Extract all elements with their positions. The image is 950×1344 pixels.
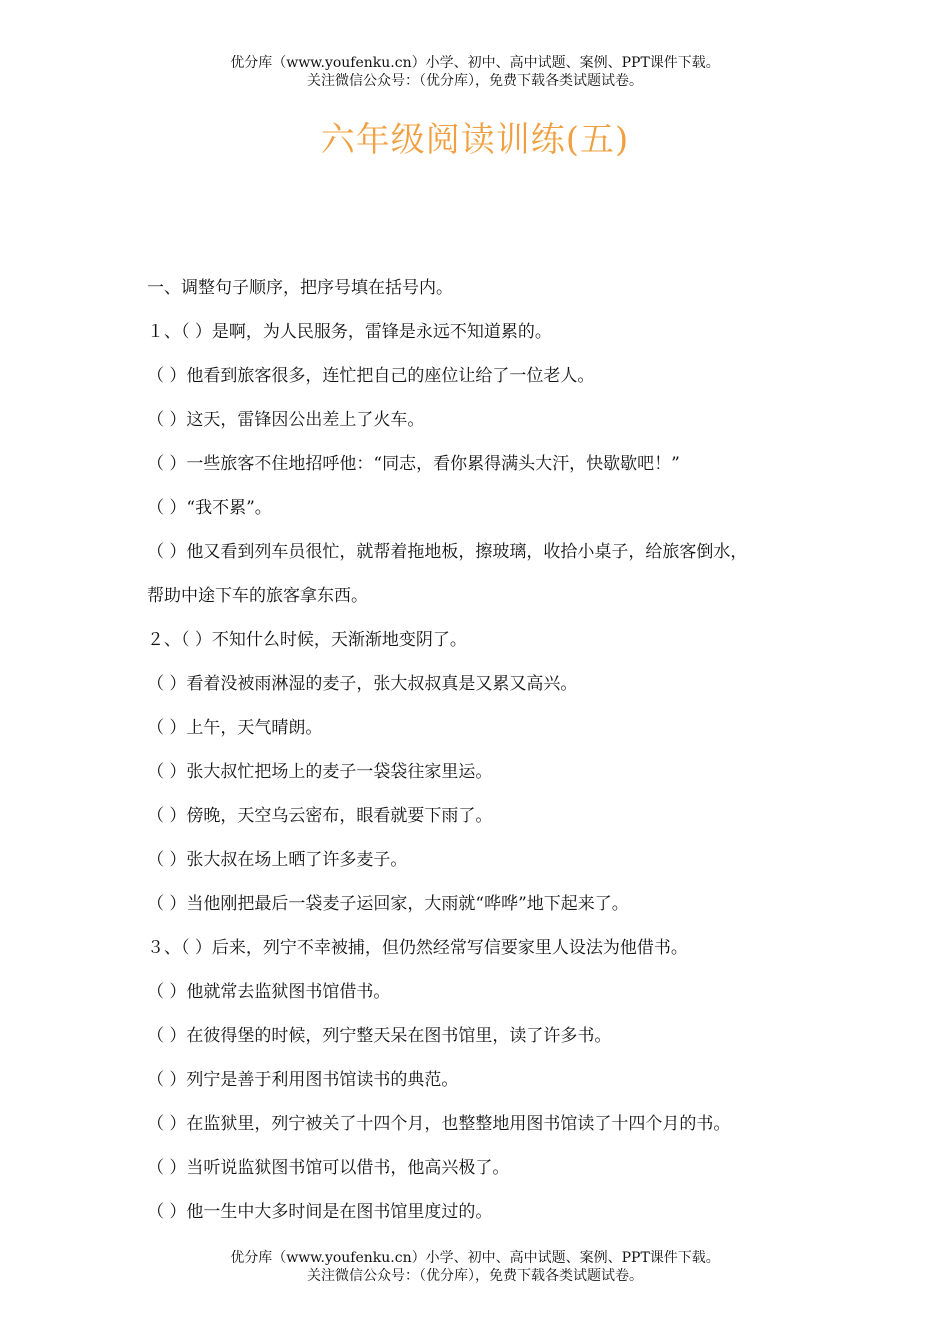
q2-item-1: ２、（ ）不知什么时候，天渐渐地变阴了。: [147, 630, 467, 650]
q1-item-6: （ ）他又看到列车员很忙，就帮着拖地板，擦玻璃，收拾小桌子，给旅客倒水，: [147, 542, 748, 562]
page-title: 六年级阅读训练(五): [320, 120, 630, 160]
header-line-1: 优分库（www.youfenku.cn）小学、初中、高中试题、案例、PPT课件下载。: [230, 55, 720, 71]
q2-item-2: （ ）看着没被雨淋湿的麦子，张大叔叔真是又累又高兴。: [147, 674, 578, 694]
footer-line-1: 优分库（www.youfenku.cn）小学、初中、高中试题、案例、PPT课件下载。: [230, 1250, 720, 1266]
q1-item-1: １、（ ）是啊，为人民服务，雷锋是永远不知道累的。: [147, 322, 552, 342]
question-1: [147, 310, 819, 618]
q3-item-2: （ ）他就常去监狱图书馆借书。: [147, 982, 391, 1002]
q1-item-6-continued: 帮助中途下车的旅客拿东西。: [147, 586, 368, 606]
page-footer: [0, 1249, 950, 1285]
q2-item-4: （ ）张大叔忙把场上的麦子一袋袋往家里运。: [147, 762, 493, 782]
q2-item-6: （ ）张大叔在场上晒了许多麦子。: [147, 850, 408, 870]
q2-item-3: （ ）上午，天气晴朗。: [147, 718, 323, 738]
q3-item-5: （ ）在监狱里，列宁被关了十四个月，也整整地用图书馆读了十四个月的书。: [147, 1114, 731, 1134]
q1-item-5: （ ）“我不累”。: [147, 498, 272, 518]
q3-item-6: （ ）当听说监狱图书馆可以借书，他高兴极了。: [147, 1158, 510, 1178]
footer-line-2: 关注微信公众号：（优分库），免费下载各类试题试卷。: [307, 1268, 643, 1284]
header-line-2: 关注微信公众号：（优分库），免费下载各类试题试卷。: [307, 73, 643, 89]
page-header: [0, 54, 950, 90]
document-body: [147, 266, 819, 1234]
q3-item-4: （ ）列宁是善于利用图书馆读书的典范。: [147, 1070, 459, 1090]
q1-item-2: （ ）他看到旅客很多，连忙把自己的座位让给了一位老人。: [147, 366, 595, 386]
q2-item-5: （ ）傍晚，天空乌云密布，眼看就要下雨了。: [147, 806, 493, 826]
q3-item-7: （ ）他一生中大多时间是在图书馆里度过的。: [147, 1202, 493, 1222]
q3-item-3: （ ）在彼得堡的时候，列宁整天呆在图书馆里，读了许多书。: [147, 1026, 612, 1046]
question-2: [147, 618, 819, 926]
q1-item-4: （ ）一些旅客不住地招呼他：“同志，看你累得满头大汗，快歇歇吧！”: [147, 454, 680, 474]
q1-item-3: （ ）这天，雷锋因公出差上了火车。: [147, 410, 425, 430]
q3-item-1: ３、（ ）后来，列宁不幸被捕，但仍然经常写信要家里人设法为他借书。: [147, 938, 688, 958]
question-3: [147, 926, 819, 1234]
section-instruction: 一、调整句子顺序，把序号填在括号内。: [147, 278, 453, 298]
q2-item-7: （ ）当他刚把最后一袋麦子运回家，大雨就“哗哗”地下起来了。: [147, 894, 629, 914]
